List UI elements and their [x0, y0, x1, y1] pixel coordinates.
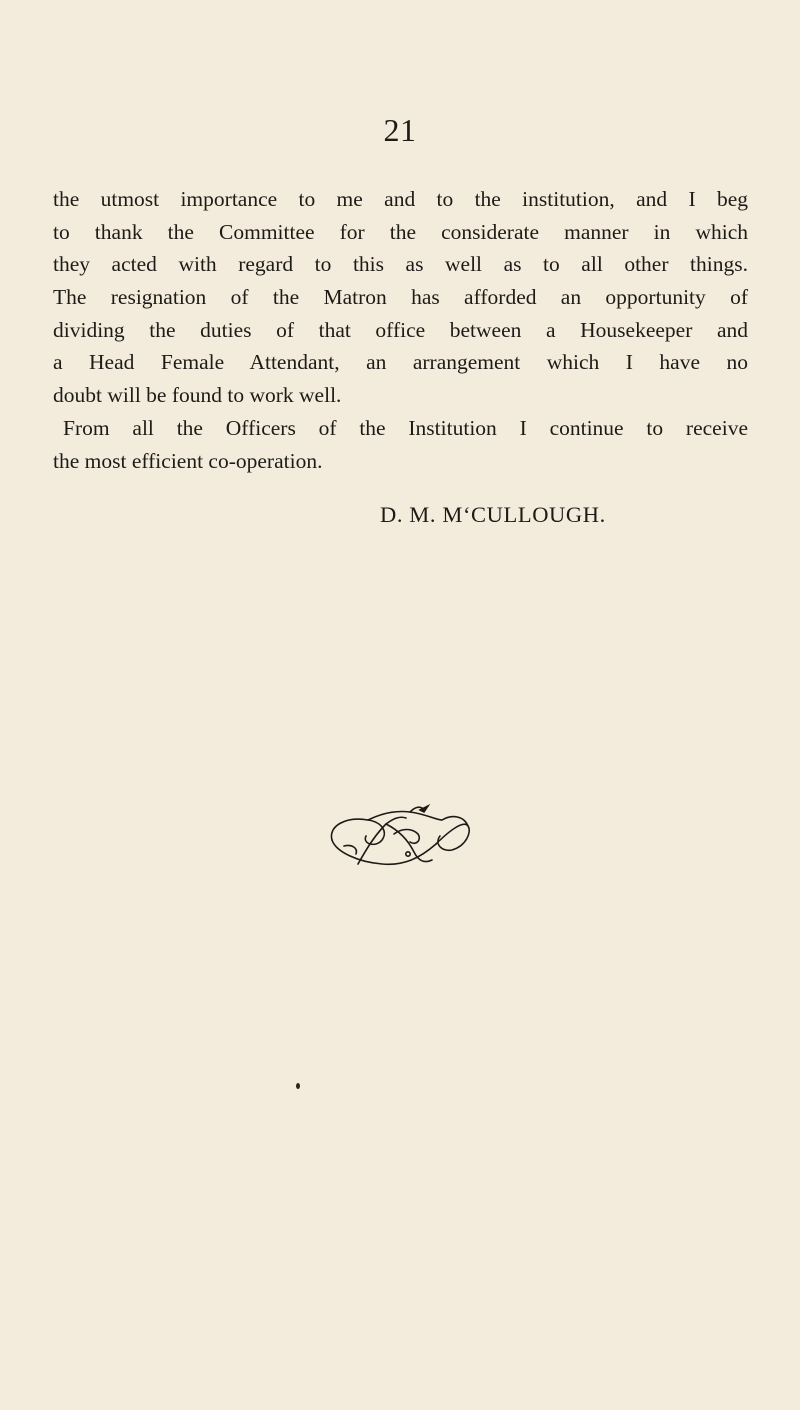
text-line: a Head Female Attendant, an arrangement which I have no — [53, 350, 748, 375]
text-line: dividing the duties of that office between a Housekeeper and — [53, 317, 748, 342]
scroll-flourish-icon — [324, 800, 476, 874]
text-line: the utmost importance to me and to the institution, and I beg — [53, 187, 748, 211]
page-number: 21 — [383, 112, 417, 148]
text-line: the most efficient co-operation. — [53, 448, 323, 473]
text-line: to thank the Committee for the considerate manner in which — [53, 219, 748, 244]
body-text — [53, 183, 748, 477]
text-line: doubt will be found to work well. — [53, 383, 342, 408]
text-line: they acted with regard to this as well as to all other things. — [53, 252, 748, 277]
text-line: From all the Officers of the Institution I continue to receive — [63, 415, 748, 440]
ink-speck — [296, 1083, 300, 1089]
signature: D. M. M‘CULLOUGH. — [380, 502, 606, 527]
text-line: The resignation of the Matron has afforded an opportunity of — [53, 285, 748, 310]
